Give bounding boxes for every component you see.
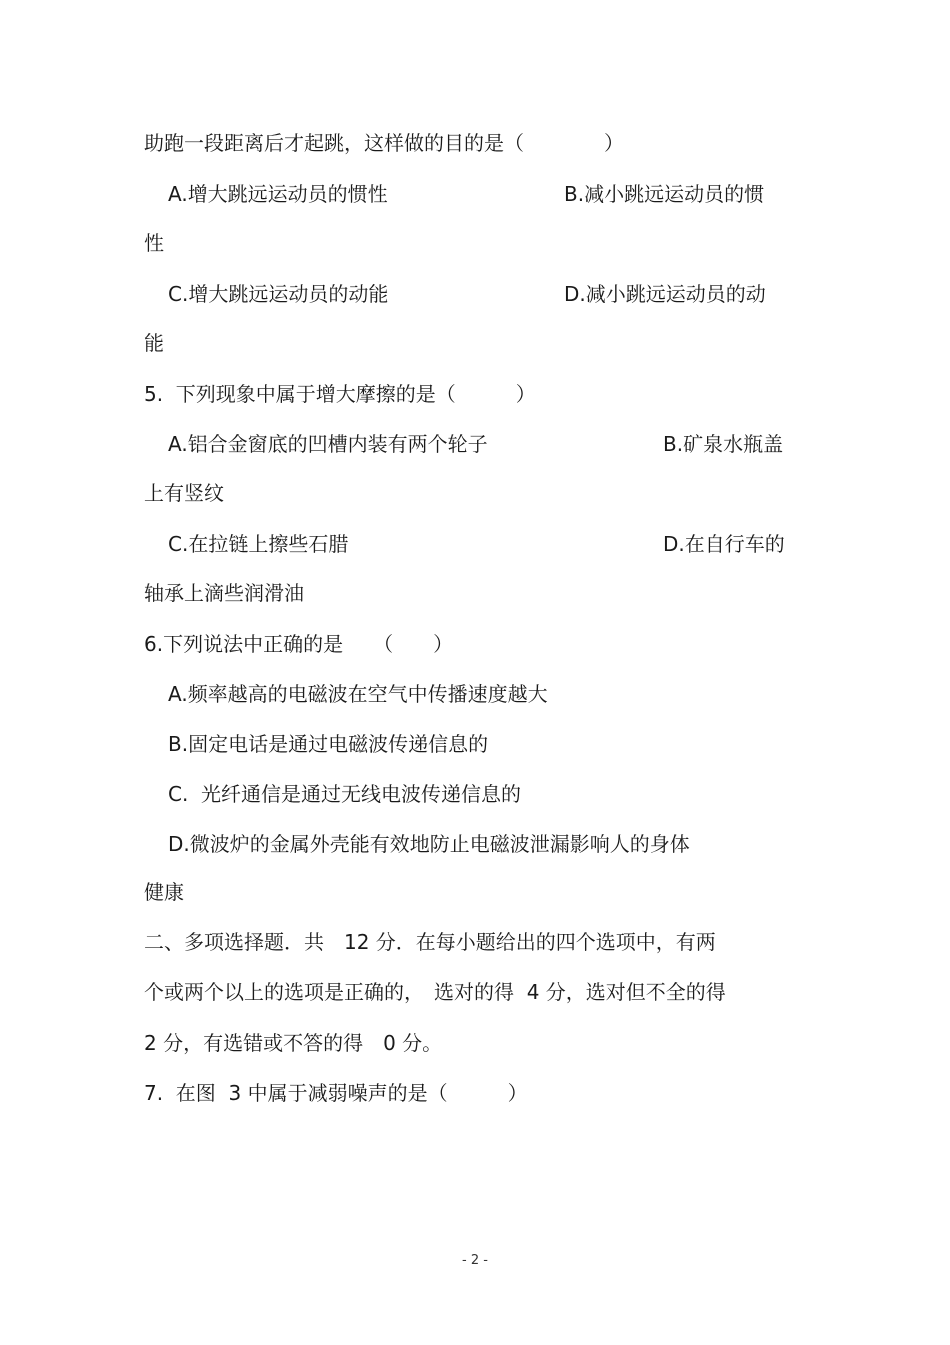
q6-option-b: B.固定电话是通过电磁波传递信息的 [168,732,489,756]
q4-option-b: B.减小跳远运动员的惯 [564,182,765,206]
q4-stem-continuation: 助跑一段距离后才起跳，这样做的目的是（ ） [144,131,624,155]
section-2-heading: 二、多项选择题．共 12 分．在每小题给出的四个选项中，有两 [144,930,716,954]
q6-option-c: C. 光纤通信是通过无线电波传递信息的 [168,782,522,806]
q4-option-d-wrap: 能 [144,331,164,355]
q5-option-d-wrap: 轴承上滴些润滑油 [144,581,304,605]
q6-stem: 6.下列说法中正确的是 （ ） [144,632,454,656]
q5-option-c: C.在拉链上擦些石腊 [168,532,349,556]
section-2-heading-line2: 个或两个以上的选项是正确的， 选对的得 4 分，选对但不全的得 [144,980,726,1004]
section-2-heading-line3: 2 分，有选错或不答的得 0 分。 [144,1031,443,1055]
q4-option-d: D.减小跳远运动员的动 [564,282,766,306]
q7-stem: 7. 在图 3 中属于减弱噪声的是（ ） [144,1081,528,1105]
q5-option-d: D.在自行车的 [663,532,785,556]
q6-option-a: A.频率越高的电磁波在空气中传播速度越大 [168,682,548,706]
q5-option-b: B.矿泉水瓶盖 [663,432,784,456]
page-number: - 2 - [462,1253,488,1268]
q6-option-d: D.微波炉的金属外壳能有效地防止电磁波泄漏影响人的身体 [168,832,690,856]
q4-option-c: C.增大跳远运动员的动能 [168,282,389,306]
q5-option-a: A.铝合金窗底的凹槽内装有两个轮子 [168,432,488,456]
q4-option-a: A.增大跳远运动员的惯性 [168,182,388,206]
q6-option-d-wrap: 健康 [144,880,184,904]
q4-option-b-wrap: 性 [144,231,164,255]
q5-stem: 5. 下列现象中属于增大摩擦的是（ ） [144,382,536,406]
q5-option-b-wrap: 上有竖纹 [144,481,224,505]
